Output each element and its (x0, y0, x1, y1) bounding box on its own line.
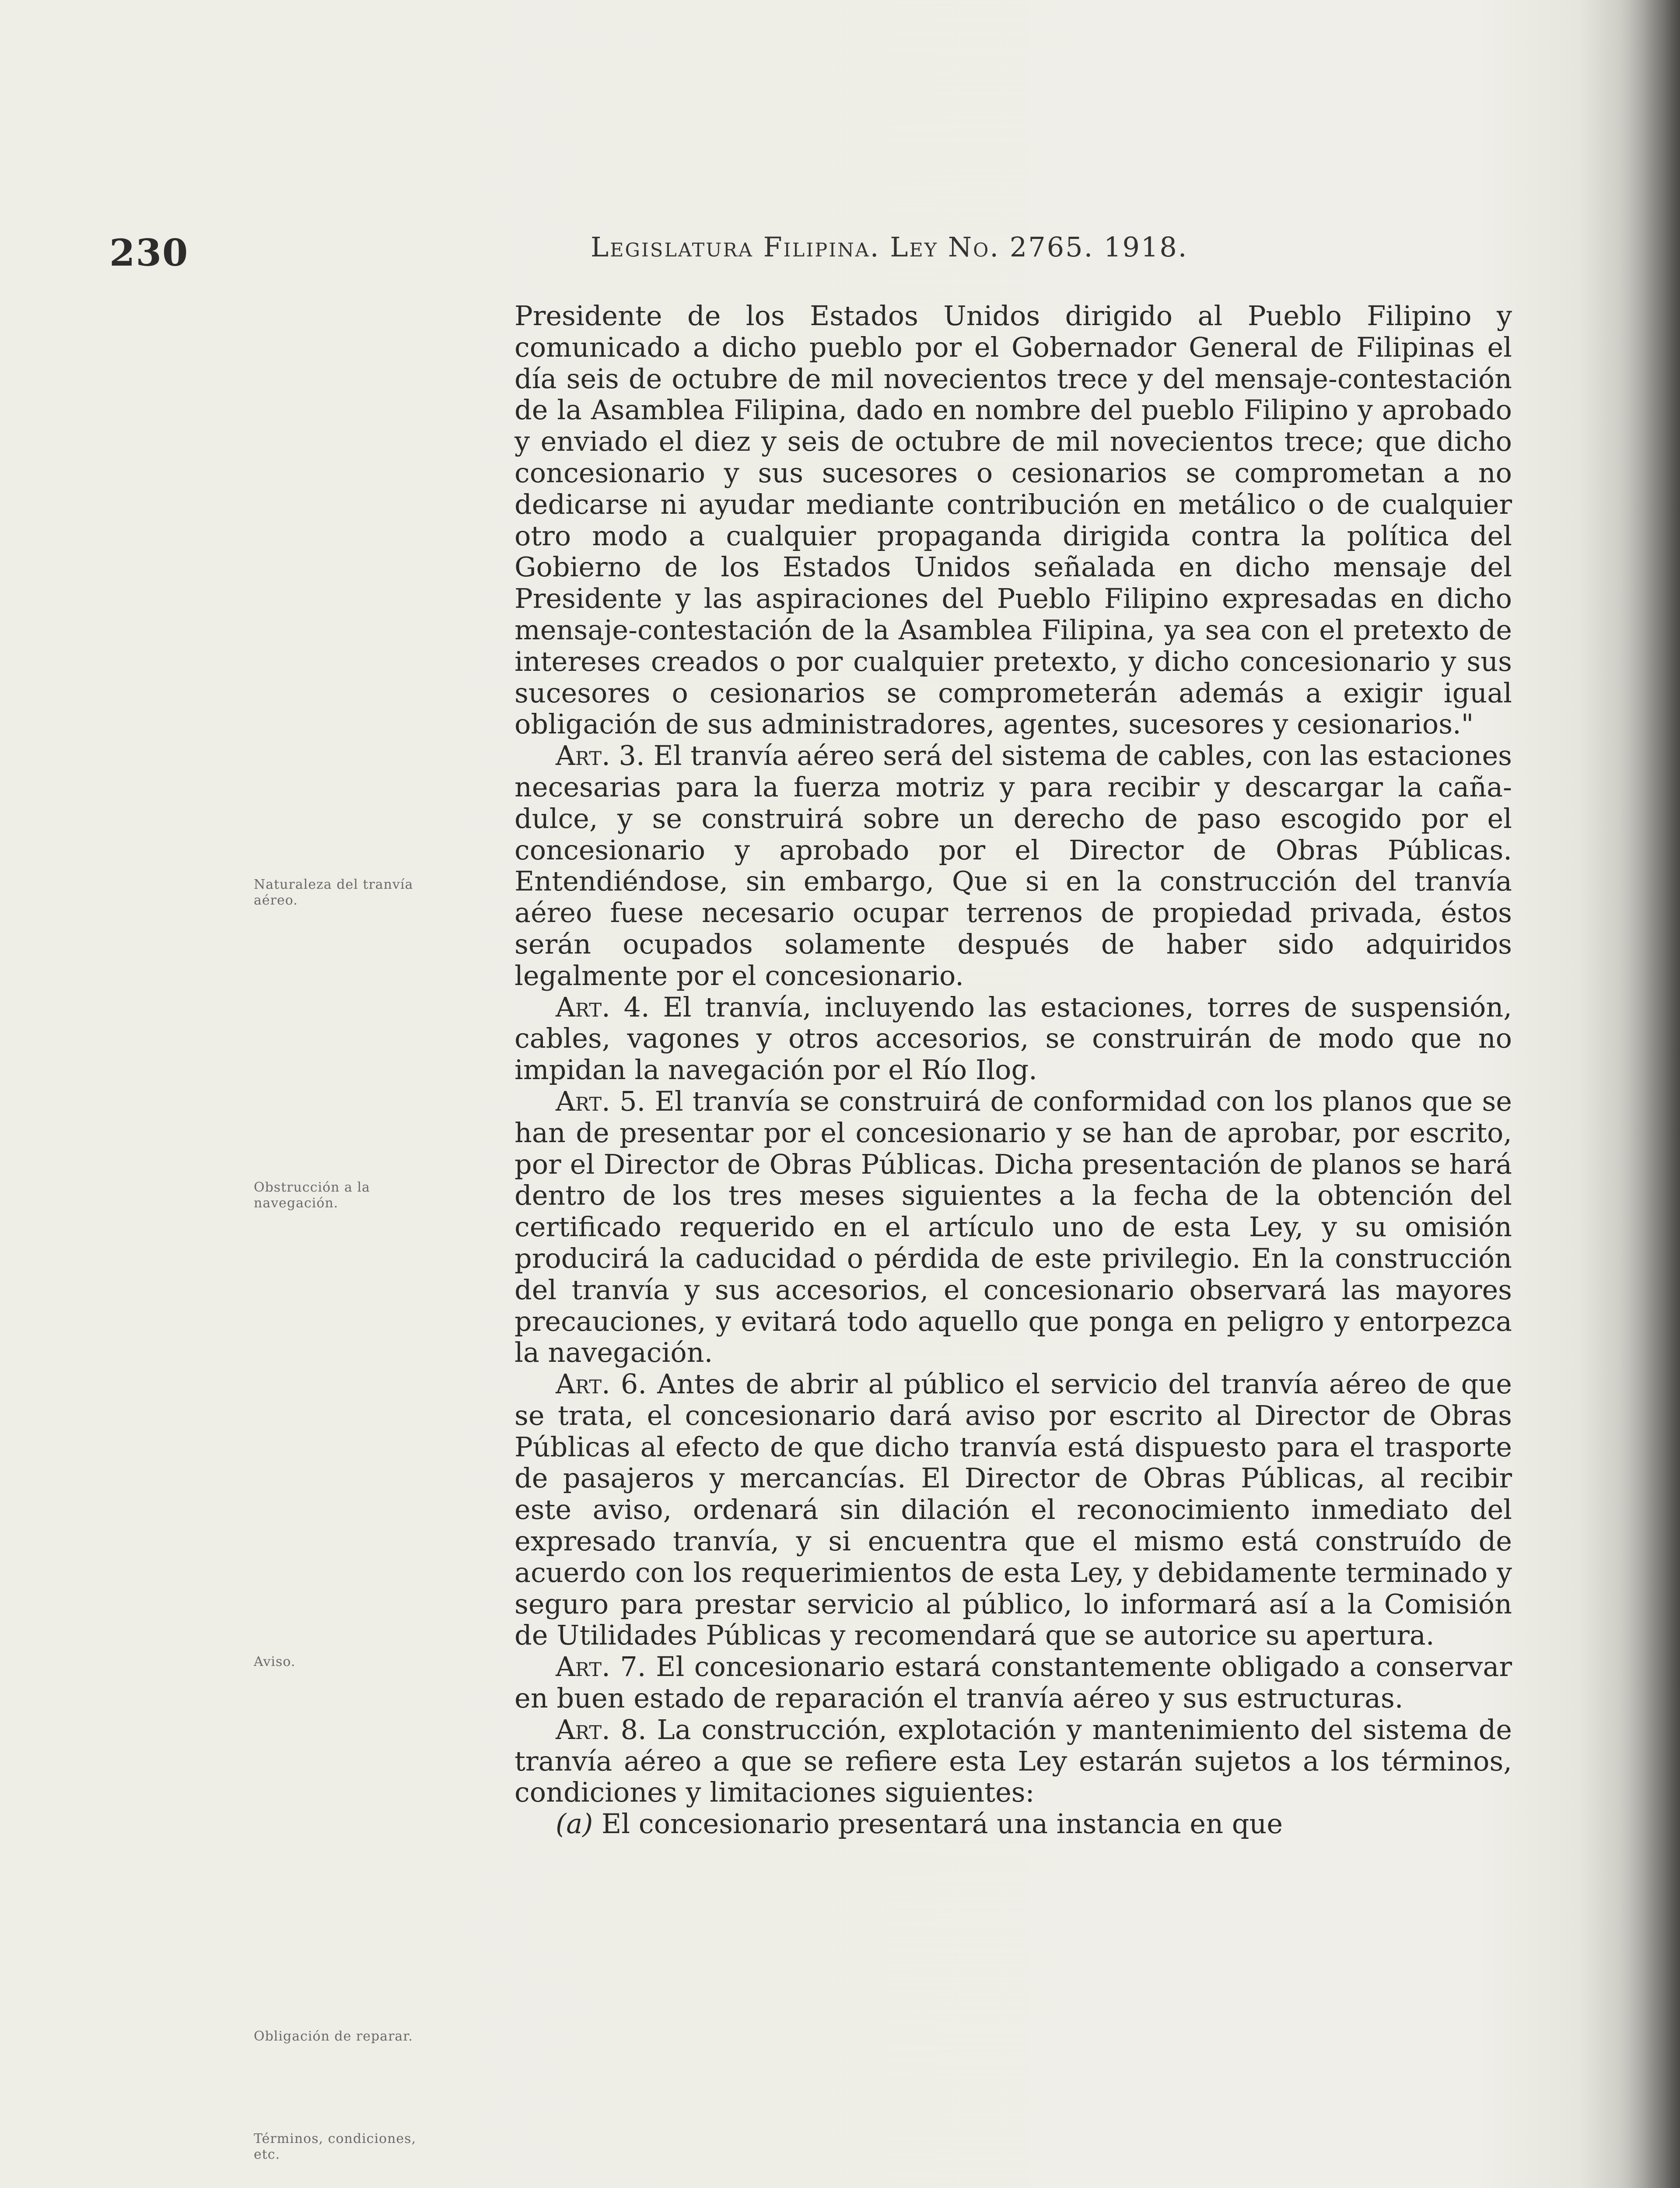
article-paragraph (514, 1651, 1512, 1714)
article-text: Antes de abrir al público el servicio del tranvía aéreo de que se trata, el concesionario dará aviso por escrito al Director de Obras Públicas al efecto de que dicho tranvía está dispuesto para el trasporte de pasajeros y mercancías. El Director de Obras Públicas, al recibir este aviso, ordenará sin dilación el reconocimiento inmediato del expresado tranvía, y si encuentra que el mismo está construído de acuerdo con los requerimientos de esta Ley, y debidamente terminado y seguro para prestar servicio al público, lo informará así a la Comisión de Utilidades Públicas y recomendará que se autorice su apertura. (514, 1368, 1512, 1652)
article-label: Art. 5. (556, 1085, 646, 1117)
paragraph (514, 300, 1512, 740)
subsection-label: (a) (556, 1808, 593, 1840)
article-label: Art. 7. (556, 1651, 646, 1683)
article-paragraph (514, 1368, 1512, 1651)
article-paragraph (514, 740, 1512, 991)
page-edge-shadow (1619, 0, 1680, 2188)
article-label: Art. 8. (556, 1713, 647, 1746)
article-paragraph (514, 992, 1512, 1086)
article-text: El tranvía se construirá de conformidad con los planos que se han de presentar por el concesionario y se han de aprobar, por escrito, por el Director de Obras Públicas. Dicha presentación de planos se hará dentro de los tres meses siguientes a la fecha de la obtención del certificado requerido en el artículo uno de esta Ley, y su omisión producirá la caducidad o pérdida de este privilegio. En la construcción del tranvía y sus accesorios, el concesionario observará las mayores precauciones, y evitará todo aquello que ponga en peligro y entorpezca la navegación. (514, 1085, 1512, 1369)
margin-note: Naturaleza del tranvía aéreo. (254, 877, 413, 908)
article-paragraph (514, 1086, 1512, 1368)
running-head: Legislatura Filipina. Ley No. 2765. 1918. (591, 231, 1188, 263)
margin-note: Aviso. (254, 1654, 296, 1669)
article-text: La construcción, explotación y mantenimiento del sistema de tranvía aéreo a que se refiere esta Ley estarán sujetos a los términos, condiciones y limitaciones siguientes: (514, 1713, 1512, 1809)
article-label: Art. 6. (556, 1368, 647, 1400)
margin-note: Términos, condiciones, etc. (254, 2131, 416, 2162)
paragraph-text: Presidente de los Estados Unidos dirigido al Pueblo Filipino y comunicado a dicho pueblo por el Gobernador General de Filipinas el día seis de octubre de mil novecientos trece y del mensaje-contestación de la Asamblea Filipina, dado en nombre del pueblo Filipino y aprobado y enviado el diez y seis de octubre de mil novecientos trece; que dicho concesionario y sus sucesores o cesionarios se comprometan a no dedicarse ni ayudar mediante contribución en metálico o de cualquier otro modo a cualquier propaganda dirigida contra la política del Gobierno de los Estados Unidos señalada en dicho mensaje del Presidente y las aspiraciones del Pueblo Filipino expresadas en dicho mensaje-contestación de la Asamblea Filipina, ya sea con el pretexto de intereses creados o por cualquier pretexto, y dicho concesionario y sus sucesores o cesionarios se comprometerán además a exigir igual obligación de sus administradores, agentes, sucesores y cesionarios." (514, 300, 1512, 740)
article-text: El tranvía, incluyendo las estaciones, torres de suspensión, cables, vagones y otros accesorios, se construirán de modo que no impidan la navegación por el Río Ilog. (514, 991, 1512, 1086)
subsection-text: El concesionario presentará una instancia en que (593, 1808, 1283, 1840)
article-text: El concesionario estará constantemente obligado a conservar en buen estado de reparación el tranvía aéreo y sus estructuras. (514, 1651, 1512, 1715)
article-label: Art. 4. (556, 991, 650, 1023)
article-text: El tranvía aéreo será del sistema de cables, con las estaciones necesarias para la fuerza motriz y para recibir y descargar la caña-dulce, y se construirá sobre un derecho de paso escogido por el concesionario y aprobado por el Director de Obras Públicas. Entendiéndose, sin embargo, Que si en la construcción del tranvía aéreo fuese necesario ocupar terrenos de propiedad privada, éstos serán ocupados solamente después de haber sido adquiridos legalmente por el concesionario. (514, 740, 1512, 992)
page-number: 230 (109, 231, 189, 274)
margin-note: Obstrucción a la navegación. (254, 1180, 370, 1211)
article-label: Art. 3. (556, 740, 645, 772)
body-text (514, 300, 1512, 1840)
article-paragraph (514, 1714, 1512, 1808)
margin-note: Obligación de reparar. (254, 2029, 413, 2044)
subsection-paragraph (514, 1808, 1512, 1840)
